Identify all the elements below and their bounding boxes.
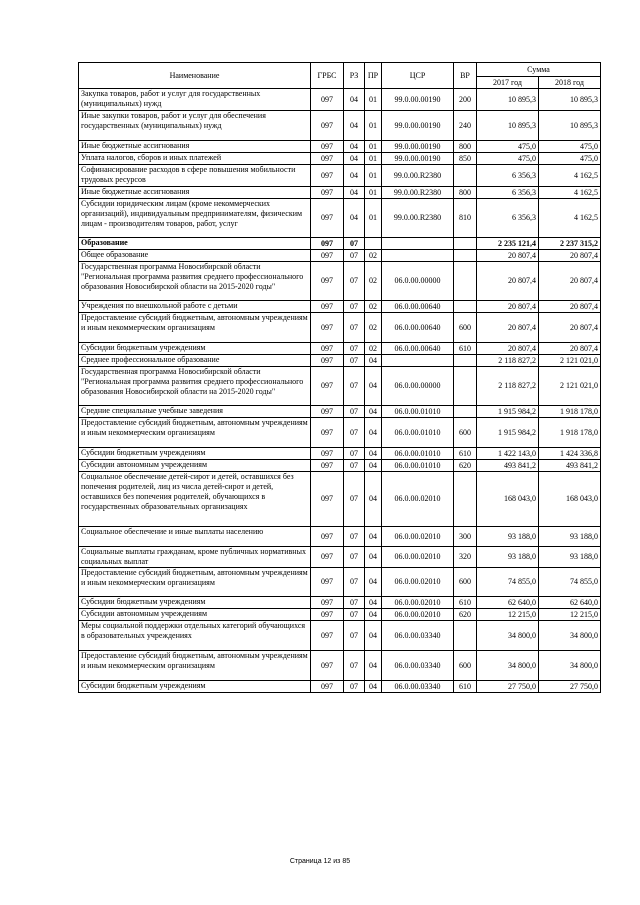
row-sum-2017: 1 915 984,2 xyxy=(477,406,539,418)
row-sum-2018: 20 807,4 xyxy=(539,262,601,301)
table-row xyxy=(79,367,601,406)
row-vr xyxy=(454,621,477,651)
row-sum-2017: 493 841,2 xyxy=(477,460,539,472)
row-vr: 850 xyxy=(454,153,477,165)
row-vr xyxy=(454,250,477,262)
col-name-header: Наименование xyxy=(79,63,311,89)
row-pr xyxy=(365,238,382,250)
col-csr-header: ЦСР xyxy=(382,63,454,89)
row-pr: 02 xyxy=(365,343,382,355)
row-csr: 06.0.00.00640 xyxy=(382,301,454,313)
row-sum-2017: 2 118 827,2 xyxy=(477,367,539,406)
row-sum-2018: 1 918 178,0 xyxy=(539,406,601,418)
table-row xyxy=(79,153,601,165)
table-row xyxy=(79,238,601,250)
row-csr: 06.0.00.00000 xyxy=(382,262,454,301)
table-row xyxy=(79,313,601,343)
row-rz: 07 xyxy=(344,681,365,693)
row-grbs: 097 xyxy=(311,343,344,355)
table-row xyxy=(79,406,601,418)
table-row xyxy=(79,187,601,199)
col-grbs-header: ГРБС xyxy=(311,63,344,89)
row-pr: 04 xyxy=(365,547,382,568)
row-csr: 99.0.00.00190 xyxy=(382,89,454,111)
row-grbs: 097 xyxy=(311,367,344,406)
row-sum-2017: 20 807,4 xyxy=(477,343,539,355)
row-csr xyxy=(382,250,454,262)
row-csr: 99.0.00.R2380 xyxy=(382,199,454,238)
table-row xyxy=(79,89,601,111)
row-sum-2018: 20 807,4 xyxy=(539,343,601,355)
row-vr xyxy=(454,301,477,313)
row-rz: 04 xyxy=(344,153,365,165)
table-row xyxy=(79,199,601,238)
row-rz: 07 xyxy=(344,262,365,301)
row-sum-2017: 168 043,0 xyxy=(477,472,539,527)
row-name: Социальные выплаты гражданам, кроме публичных нормативных социальных выплат xyxy=(79,547,311,568)
row-rz: 07 xyxy=(344,355,365,367)
row-rz: 04 xyxy=(344,111,365,141)
row-name: Государственная программа Новосибирской области "Региональная программа развития среднего профессионального образования Новосибирской области на 2015-2020 годы" xyxy=(79,262,311,301)
row-name: Субсидии бюджетным учреждениям xyxy=(79,343,311,355)
row-rz: 07 xyxy=(344,621,365,651)
row-sum-2017: 1 915 984,2 xyxy=(477,418,539,448)
row-sum-2017: 20 807,4 xyxy=(477,301,539,313)
row-pr: 04 xyxy=(365,472,382,527)
row-name: Субсидии бюджетным учреждениям xyxy=(79,448,311,460)
row-sum-2017: 1 422 143,0 xyxy=(477,448,539,460)
table-row xyxy=(79,418,601,448)
row-grbs: 097 xyxy=(311,301,344,313)
table-row xyxy=(79,111,601,141)
row-vr: 810 xyxy=(454,199,477,238)
row-name: Предоставление субсидий бюджетным, автономным учреждениям и иным некоммерческим организациям xyxy=(79,651,311,681)
row-pr: 02 xyxy=(365,262,382,301)
row-pr: 04 xyxy=(365,609,382,621)
row-grbs: 097 xyxy=(311,547,344,568)
row-sum-2017: 12 215,0 xyxy=(477,609,539,621)
row-csr: 99.0.00.00190 xyxy=(382,141,454,153)
row-vr: 620 xyxy=(454,609,477,621)
row-rz: 07 xyxy=(344,527,365,547)
table-row xyxy=(79,301,601,313)
col-vr-header: ВР xyxy=(454,63,477,89)
col-pr-header: ПР xyxy=(365,63,382,89)
row-grbs: 097 xyxy=(311,238,344,250)
row-csr: 06.0.00.03340 xyxy=(382,621,454,651)
table-header xyxy=(79,63,601,89)
table-row xyxy=(79,609,601,621)
row-vr: 610 xyxy=(454,343,477,355)
table-body xyxy=(79,89,601,693)
row-sum-2018: 4 162,5 xyxy=(539,187,601,199)
row-sum-2017: 2 235 121,4 xyxy=(477,238,539,250)
row-csr: 06.0.00.02010 xyxy=(382,472,454,527)
row-sum-2018: 62 640,0 xyxy=(539,597,601,609)
row-vr: 320 xyxy=(454,547,477,568)
row-vr: 800 xyxy=(454,141,477,153)
table-row xyxy=(79,165,601,187)
row-name: Иные бюджетные ассигнования xyxy=(79,141,311,153)
row-vr: 610 xyxy=(454,597,477,609)
row-pr: 02 xyxy=(365,250,382,262)
row-pr: 04 xyxy=(365,568,382,597)
table-row xyxy=(79,621,601,651)
row-sum-2017: 62 640,0 xyxy=(477,597,539,609)
row-pr: 01 xyxy=(365,187,382,199)
row-vr: 610 xyxy=(454,448,477,460)
row-vr: 600 xyxy=(454,651,477,681)
row-grbs: 097 xyxy=(311,527,344,547)
row-name: Среднее профессиональное образование xyxy=(79,355,311,367)
row-csr: 06.0.00.01010 xyxy=(382,460,454,472)
table-row xyxy=(79,250,601,262)
row-sum-2018: 12 215,0 xyxy=(539,609,601,621)
row-sum-2017: 475,0 xyxy=(477,153,539,165)
row-name: Меры социальной поддержки отдельных категорий обучающихся в образовательных учреждениях xyxy=(79,621,311,651)
table-row xyxy=(79,460,601,472)
row-csr: 06.0.00.02010 xyxy=(382,597,454,609)
row-sum-2017: 74 855,0 xyxy=(477,568,539,597)
row-grbs: 097 xyxy=(311,199,344,238)
row-rz: 07 xyxy=(344,313,365,343)
row-rz: 04 xyxy=(344,199,365,238)
row-sum-2017: 10 895,3 xyxy=(477,89,539,111)
row-sum-2018: 2 121 021,0 xyxy=(539,355,601,367)
row-sum-2017: 6 356,3 xyxy=(477,165,539,187)
row-sum-2018: 493 841,2 xyxy=(539,460,601,472)
row-grbs: 097 xyxy=(311,165,344,187)
row-grbs: 097 xyxy=(311,141,344,153)
row-sum-2018: 93 188,0 xyxy=(539,527,601,547)
row-vr xyxy=(454,355,477,367)
table-row xyxy=(79,568,601,597)
row-pr: 04 xyxy=(365,460,382,472)
row-rz: 07 xyxy=(344,238,365,250)
table-row xyxy=(79,141,601,153)
table-row xyxy=(79,448,601,460)
row-grbs: 097 xyxy=(311,250,344,262)
row-grbs: 097 xyxy=(311,472,344,527)
row-sum-2018: 4 162,5 xyxy=(539,165,601,187)
row-name: Субсидии бюджетным учреждениям xyxy=(79,681,311,693)
row-pr: 01 xyxy=(365,153,382,165)
row-sum-2017: 6 356,3 xyxy=(477,187,539,199)
row-rz: 07 xyxy=(344,301,365,313)
row-csr: 06.0.00.02010 xyxy=(382,568,454,597)
row-rz: 07 xyxy=(344,547,365,568)
row-sum-2018: 34 800,0 xyxy=(539,621,601,651)
row-sum-2018: 1 918 178,0 xyxy=(539,418,601,448)
row-pr: 01 xyxy=(365,199,382,238)
row-grbs: 097 xyxy=(311,651,344,681)
row-rz: 07 xyxy=(344,250,365,262)
row-csr: 06.0.00.00640 xyxy=(382,343,454,355)
row-grbs: 097 xyxy=(311,111,344,141)
row-csr: 06.0.00.02010 xyxy=(382,527,454,547)
row-rz: 07 xyxy=(344,406,365,418)
row-pr: 02 xyxy=(365,301,382,313)
row-pr: 01 xyxy=(365,89,382,111)
row-grbs: 097 xyxy=(311,568,344,597)
row-vr: 610 xyxy=(454,681,477,693)
page-footer: Страница 12 из 85 xyxy=(289,858,351,865)
col-2017-header: 2017 год xyxy=(477,77,539,89)
table-row xyxy=(79,262,601,301)
row-sum-2017: 34 800,0 xyxy=(477,621,539,651)
row-name: Предоставление субсидий бюджетным, автономным учреждениям и иным некоммерческим организациям xyxy=(79,313,311,343)
row-vr: 200 xyxy=(454,89,477,111)
row-name: Субсидии автономным учреждениям xyxy=(79,460,311,472)
row-name: Образование xyxy=(79,238,311,250)
row-rz: 07 xyxy=(344,343,365,355)
row-sum-2017: 6 356,3 xyxy=(477,199,539,238)
row-sum-2018: 475,0 xyxy=(539,141,601,153)
table-row xyxy=(79,597,601,609)
row-sum-2017: 93 188,0 xyxy=(477,527,539,547)
row-sum-2018: 2 121 021,0 xyxy=(539,367,601,406)
row-vr xyxy=(454,238,477,250)
row-pr: 04 xyxy=(365,367,382,406)
row-sum-2017: 20 807,4 xyxy=(477,250,539,262)
row-csr: 99.0.00.00190 xyxy=(382,153,454,165)
row-sum-2017: 27 750,0 xyxy=(477,681,539,693)
row-vr: 300 xyxy=(454,527,477,547)
col-2018-header: 2018 год xyxy=(539,77,601,89)
row-sum-2018: 168 043,0 xyxy=(539,472,601,527)
row-csr: 99.0.00.00190 xyxy=(382,111,454,141)
row-vr xyxy=(454,472,477,527)
row-name: Субсидии автономным учреждениям xyxy=(79,609,311,621)
row-sum-2017: 475,0 xyxy=(477,141,539,153)
row-grbs: 097 xyxy=(311,153,344,165)
row-name: Социальное обеспечение и иные выплаты населению xyxy=(79,527,311,547)
row-pr: 04 xyxy=(365,527,382,547)
row-pr: 04 xyxy=(365,448,382,460)
row-csr: 06.0.00.02010 xyxy=(382,547,454,568)
row-name: Субсидии бюджетным учреждениям xyxy=(79,597,311,609)
row-grbs: 097 xyxy=(311,597,344,609)
row-vr: 600 xyxy=(454,418,477,448)
row-sum-2018: 93 188,0 xyxy=(539,547,601,568)
row-rz: 04 xyxy=(344,141,365,153)
row-sum-2018: 10 895,3 xyxy=(539,89,601,111)
row-csr: 06.0.00.01010 xyxy=(382,448,454,460)
row-name: Закупка товаров, работ и услуг для государственных (муниципальных) нужд xyxy=(79,89,311,111)
row-pr: 04 xyxy=(365,681,382,693)
row-grbs: 097 xyxy=(311,460,344,472)
row-sum-2018: 475,0 xyxy=(539,153,601,165)
row-grbs: 097 xyxy=(311,355,344,367)
row-csr: 06.0.00.01010 xyxy=(382,406,454,418)
row-grbs: 097 xyxy=(311,621,344,651)
row-sum-2018: 4 162,5 xyxy=(539,199,601,238)
row-pr: 04 xyxy=(365,355,382,367)
row-csr xyxy=(382,355,454,367)
row-pr: 04 xyxy=(365,418,382,448)
row-csr: 99.0.00.R2380 xyxy=(382,187,454,199)
row-sum-2018: 1 424 336,8 xyxy=(539,448,601,460)
table-row xyxy=(79,472,601,527)
row-grbs: 097 xyxy=(311,609,344,621)
col-rz-header: РЗ xyxy=(344,63,365,89)
row-sum-2017: 20 807,4 xyxy=(477,313,539,343)
row-csr: 06.0.00.00640 xyxy=(382,313,454,343)
row-rz: 07 xyxy=(344,472,365,527)
row-sum-2017: 10 895,3 xyxy=(477,111,539,141)
row-grbs: 097 xyxy=(311,406,344,418)
row-name: Софинансирование расходов в сфере повышения мобильности трудовых ресурсов xyxy=(79,165,311,187)
row-name: Предоставление субсидий бюджетным, автономным учреждениям и иным некоммерческим организациям xyxy=(79,418,311,448)
row-rz: 07 xyxy=(344,418,365,448)
row-pr: 04 xyxy=(365,621,382,651)
row-csr: 99.0.00.R2380 xyxy=(382,165,454,187)
row-vr xyxy=(454,406,477,418)
row-name: Уплата налогов, сборов и иных платежей xyxy=(79,153,311,165)
row-grbs: 097 xyxy=(311,448,344,460)
row-name: Средние специальные учебные заведения xyxy=(79,406,311,418)
row-rz: 07 xyxy=(344,568,365,597)
row-grbs: 097 xyxy=(311,681,344,693)
row-csr: 06.0.00.03340 xyxy=(382,681,454,693)
row-rz: 07 xyxy=(344,651,365,681)
row-rz: 07 xyxy=(344,460,365,472)
table-row xyxy=(79,651,601,681)
row-vr xyxy=(454,262,477,301)
row-rz: 04 xyxy=(344,89,365,111)
row-pr: 01 xyxy=(365,111,382,141)
row-rz: 04 xyxy=(344,165,365,187)
row-rz: 07 xyxy=(344,609,365,621)
row-grbs: 097 xyxy=(311,262,344,301)
row-name: Субсидии юридическим лицам (кроме некоммерческих организаций), индивидуальным предпринимателям, физическим лицам - производителям товаров, работ, услуг xyxy=(79,199,311,238)
col-sum-header: Сумма xyxy=(477,63,601,77)
row-sum-2018: 27 750,0 xyxy=(539,681,601,693)
row-vr: 800 xyxy=(454,187,477,199)
row-csr: 06.0.00.01010 xyxy=(382,418,454,448)
row-sum-2017: 2 118 827,2 xyxy=(477,355,539,367)
row-sum-2018: 20 807,4 xyxy=(539,301,601,313)
row-csr xyxy=(382,238,454,250)
table-row xyxy=(79,527,601,547)
row-vr xyxy=(454,165,477,187)
row-pr: 01 xyxy=(365,141,382,153)
row-vr: 600 xyxy=(454,568,477,597)
row-csr: 06.0.00.00000 xyxy=(382,367,454,406)
row-pr: 04 xyxy=(365,406,382,418)
row-pr: 04 xyxy=(365,651,382,681)
row-sum-2018: 10 895,3 xyxy=(539,111,601,141)
row-csr: 06.0.00.03340 xyxy=(382,651,454,681)
row-sum-2017: 34 800,0 xyxy=(477,651,539,681)
table-row xyxy=(79,343,601,355)
row-rz: 07 xyxy=(344,597,365,609)
table-row xyxy=(79,547,601,568)
row-sum-2018: 2 237 315,2 xyxy=(539,238,601,250)
row-vr xyxy=(454,367,477,406)
row-sum-2018: 20 807,4 xyxy=(539,313,601,343)
row-pr: 01 xyxy=(365,165,382,187)
budget-table xyxy=(78,62,601,693)
row-grbs: 097 xyxy=(311,187,344,199)
row-sum-2018: 74 855,0 xyxy=(539,568,601,597)
row-vr: 600 xyxy=(454,313,477,343)
row-grbs: 097 xyxy=(311,89,344,111)
row-sum-2017: 93 188,0 xyxy=(477,547,539,568)
row-grbs: 097 xyxy=(311,313,344,343)
row-sum-2018: 34 800,0 xyxy=(539,651,601,681)
row-name: Общее образование xyxy=(79,250,311,262)
row-name: Иные бюджетные ассигнования xyxy=(79,187,311,199)
row-name: Учреждения по внешкольной работе с детьми xyxy=(79,301,311,313)
row-name: Иные закупки товаров, работ и услуг для обеспечения государственных (муниципальных) нужд xyxy=(79,111,311,141)
row-sum-2017: 20 807,4 xyxy=(477,262,539,301)
row-pr: 02 xyxy=(365,313,382,343)
row-sum-2018: 20 807,4 xyxy=(539,250,601,262)
row-pr: 04 xyxy=(365,597,382,609)
row-csr: 06.0.00.02010 xyxy=(382,609,454,621)
row-grbs: 097 xyxy=(311,418,344,448)
row-vr: 240 xyxy=(454,111,477,141)
row-name: Социальное обеспечение детей-сирот и детей, оставшихся без попечения родителей, лиц из числа детей-сирот и детей, оставшихся без попечения родителей, обучающихся в государственных образовательных организациях xyxy=(79,472,311,527)
table-row xyxy=(79,681,601,693)
row-rz: 04 xyxy=(344,187,365,199)
row-name: Предоставление субсидий бюджетным, автономным учреждениям и иным некоммерческим организациям xyxy=(79,568,311,597)
row-vr: 620 xyxy=(454,460,477,472)
row-rz: 07 xyxy=(344,448,365,460)
row-rz: 07 xyxy=(344,367,365,406)
table-row xyxy=(79,355,601,367)
row-name: Государственная программа Новосибирской области "Региональная программа развития среднего профессионального образования Новосибирской области на 2015-2020 годы" xyxy=(79,367,311,406)
